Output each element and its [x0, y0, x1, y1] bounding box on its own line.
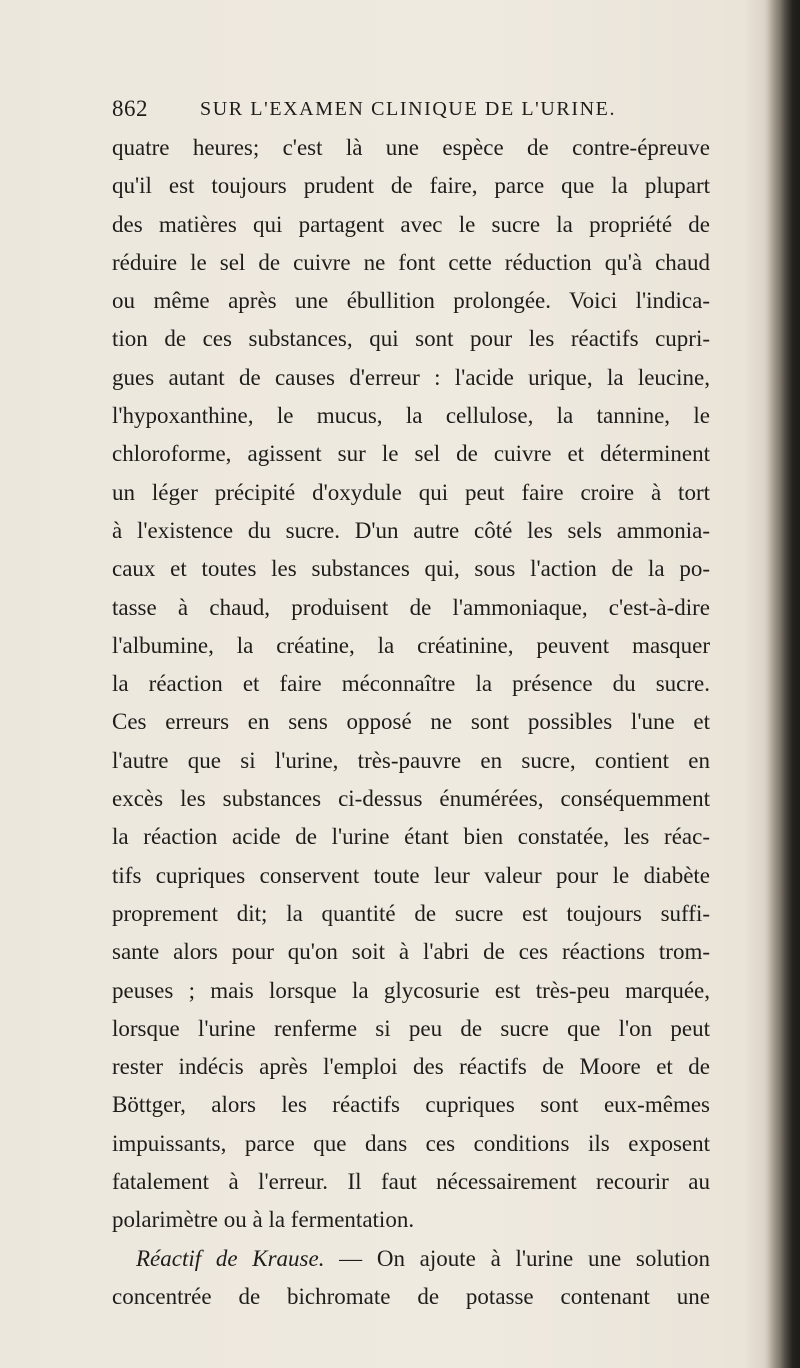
- body-text: [112, 129, 710, 1316]
- text-line: lorsque l'urine renferme si peu de sucre que l'on peut: [112, 1015, 710, 1041]
- running-title: SUR L'EXAMEN CLINIQUE DE L'URINE.: [200, 98, 617, 120]
- text-line: un léger précipité d'oxydule qui peut faire croire à tort: [112, 479, 710, 505]
- text-line: Ces erreurs en sens opposé ne sont possibles l'une et: [112, 709, 710, 735]
- text-line: peuses ; mais lorsque la glycosurie est très-peu marquée,: [112, 977, 710, 1003]
- text-line: tifs cupriques conservent toute leur valeur pour le diabète: [112, 862, 710, 888]
- text-line: des matières qui partagent avec le sucre la propriété de: [112, 211, 710, 237]
- text-line: tasse à chaud, produisent de l'ammoniaque, c'est-à-dire: [112, 594, 710, 620]
- paragraph-krause: [112, 1240, 710, 1278]
- text-line: excès les substances ci-dessus énumérées, conséquemment: [112, 786, 710, 812]
- text-line: tion de ces substances, qui sont pour les réactifs cupri-: [112, 326, 710, 352]
- text-line: la réaction et faire méconnaître la présence du sucre.: [112, 671, 710, 697]
- text-line: Böttger, alors les réactifs cupriques sont eux-mêmes: [112, 1092, 710, 1118]
- text-line: quatre heures; c'est là une espèce de contre-épreuve: [112, 135, 710, 160]
- book-spine-shadow: [764, 0, 800, 1368]
- text-line: impuissants, parce que dans ces conditions ils exposent: [112, 1130, 710, 1156]
- krause-heading: Réactif de Krause.: [136, 1245, 325, 1271]
- text-line: ou même après une ébullition prolongée. Voici l'indica-: [112, 288, 710, 314]
- text-line: l'autre que si l'urine, très-pauvre en sucre, contient en: [112, 747, 710, 773]
- text-line: sante alors pour qu'on soit à l'abri de ces réactions trom-: [112, 939, 710, 965]
- text-line: l'hypoxanthine, le mucus, la cellulose, la tannine, le: [112, 403, 710, 429]
- text-line: gues autant de causes d'erreur : l'acide urique, la leucine,: [112, 364, 710, 390]
- text-line: chloroforme, agissent sur le sel de cuivre et déterminent: [112, 441, 710, 467]
- text-line: rester indécis après l'emploi des réactifs de Moore et de: [112, 1054, 710, 1080]
- text-line: caux et toutes les substances qui, sous l'action de la po-: [112, 556, 710, 582]
- text-line: fatalement à l'erreur. Il faut nécessairement recourir au: [112, 1169, 710, 1195]
- text-line: concentrée de bichromate de potasse contenant une: [112, 1283, 710, 1309]
- text-line: polarimètre ou à la fermentation.: [112, 1207, 415, 1233]
- text-line: proprement dit; la quantité de sucre est toujours suffi-: [112, 900, 710, 926]
- text-line: l'albumine, la créatine, la créatinine, peuvent masquer: [112, 632, 710, 658]
- text-line: la réaction acide de l'urine étant bien constatée, les réac-: [112, 824, 710, 850]
- text-line: réduire le sel de cuivre ne font cette réduction qu'à chaud: [112, 249, 710, 275]
- text-line: qu'il est toujours prudent de faire, parce que la plupart: [112, 173, 710, 199]
- krause-text: — On ajoute à l'urine une solution: [324, 1245, 711, 1271]
- text-line: à l'existence du sucre. D'un autre côté les sels ammonia-: [112, 517, 710, 543]
- page-number: 862: [112, 96, 148, 121]
